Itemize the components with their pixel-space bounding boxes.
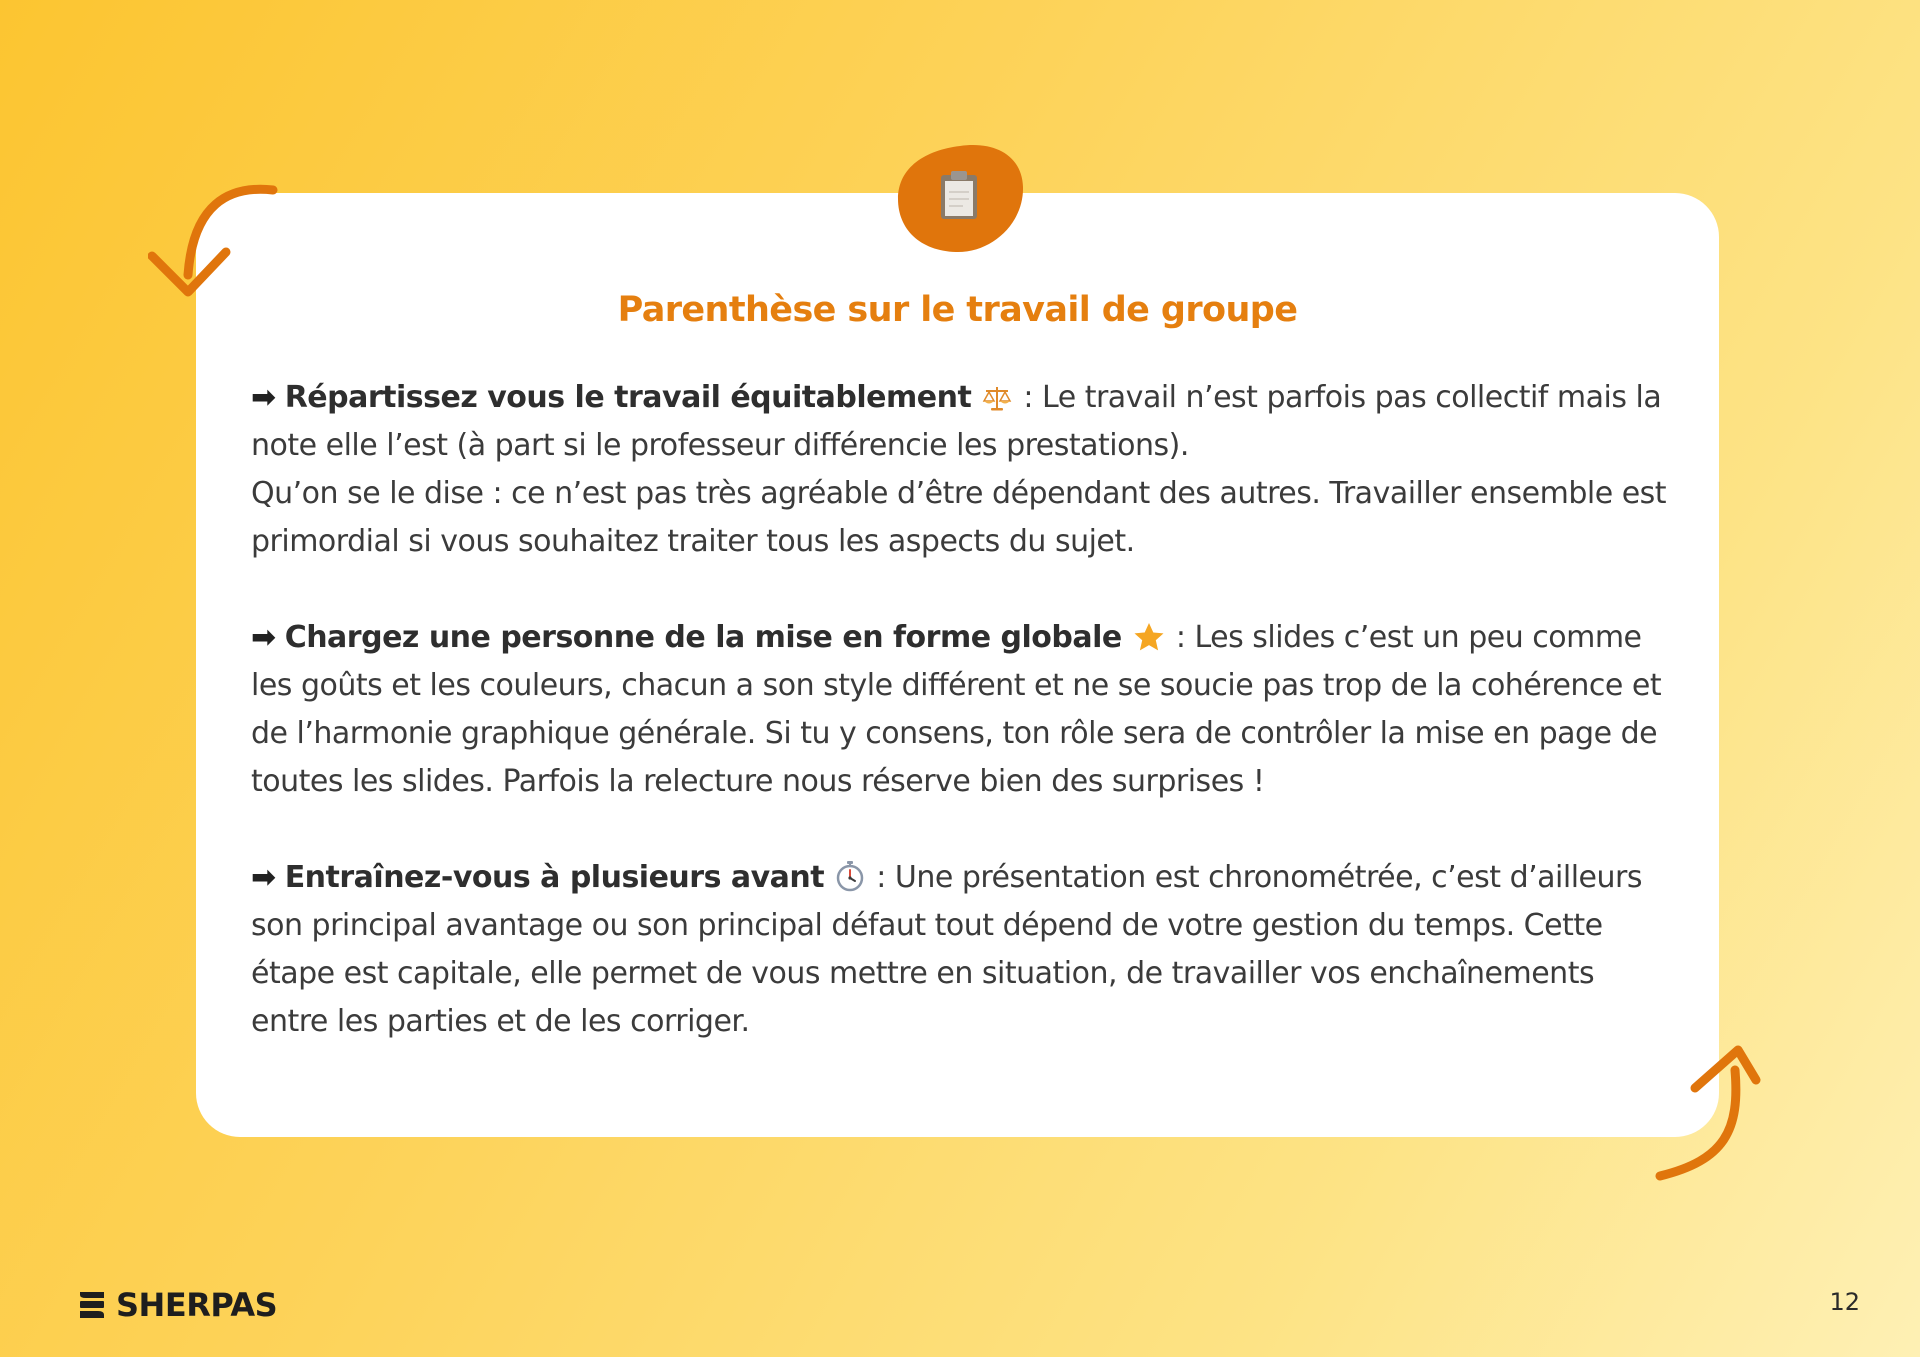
tip-item bbox=[251, 614, 1671, 806]
tip-heading: Entraînez-vous à plusieurs avant bbox=[284, 860, 825, 895]
tips-list bbox=[251, 374, 1671, 1046]
star-icon bbox=[1133, 622, 1165, 652]
stopwatch-icon bbox=[835, 860, 865, 892]
tip-body: : Une présentation est chronométrée, c’est d’ailleurs son principal avantage ou son principal défaut tout dépend de votre gestion du temps. Cette étape est capitale, elle permet de vous mettre en situation, de travailler vos enchaînements entre les parties et de les corriger. bbox=[251, 860, 1642, 1039]
right-arrow-icon: ➡ bbox=[251, 620, 276, 655]
section-badge bbox=[896, 143, 1024, 255]
page-title: Parenthèse sur le travail de groupe bbox=[617, 290, 1298, 330]
brand-name: SHERPAS bbox=[116, 1286, 278, 1324]
right-arrow-icon: ➡ bbox=[251, 380, 276, 415]
page-number: 12 bbox=[1829, 1288, 1860, 1316]
balance-scale-icon bbox=[982, 384, 1012, 412]
brand-logo bbox=[78, 1285, 277, 1325]
tip-body-continued: Qu’on se le dise : ce n’est pas très agréable d’être dépendant des autres. Travailler ensemble est primordial si vous souhaitez traiter tous les aspects du sujet. bbox=[251, 476, 1667, 559]
curved-arrow-bottom-right-icon bbox=[1650, 1040, 1765, 1185]
tip-heading: Chargez une personne de la mise en forme globale bbox=[284, 620, 1122, 655]
tip-item bbox=[251, 854, 1671, 1046]
tip-item bbox=[251, 374, 1671, 566]
sherpas-logo-icon bbox=[78, 1290, 106, 1320]
right-arrow-icon: ➡ bbox=[251, 860, 276, 895]
tip-body: : Le travail n’est parfois pas collectif mais la note elle l’est (à part si le professeur différencie les prestations). bbox=[251, 380, 1662, 463]
clipboard-icon bbox=[941, 171, 977, 219]
tip-body: : Les slides c’est un peu comme les goûts et les couleurs, chacun a son style différent et ne se soucie pas trop de la cohérence et de l’harmonie graphique générale. Si tu y consens, ton rôle sera de contrôler la mise en page de toutes les slides. Parfois la relecture nous réserve bien des surprises ! bbox=[251, 620, 1662, 799]
tip-heading: Répartissez vous le travail équitablement bbox=[284, 380, 972, 415]
